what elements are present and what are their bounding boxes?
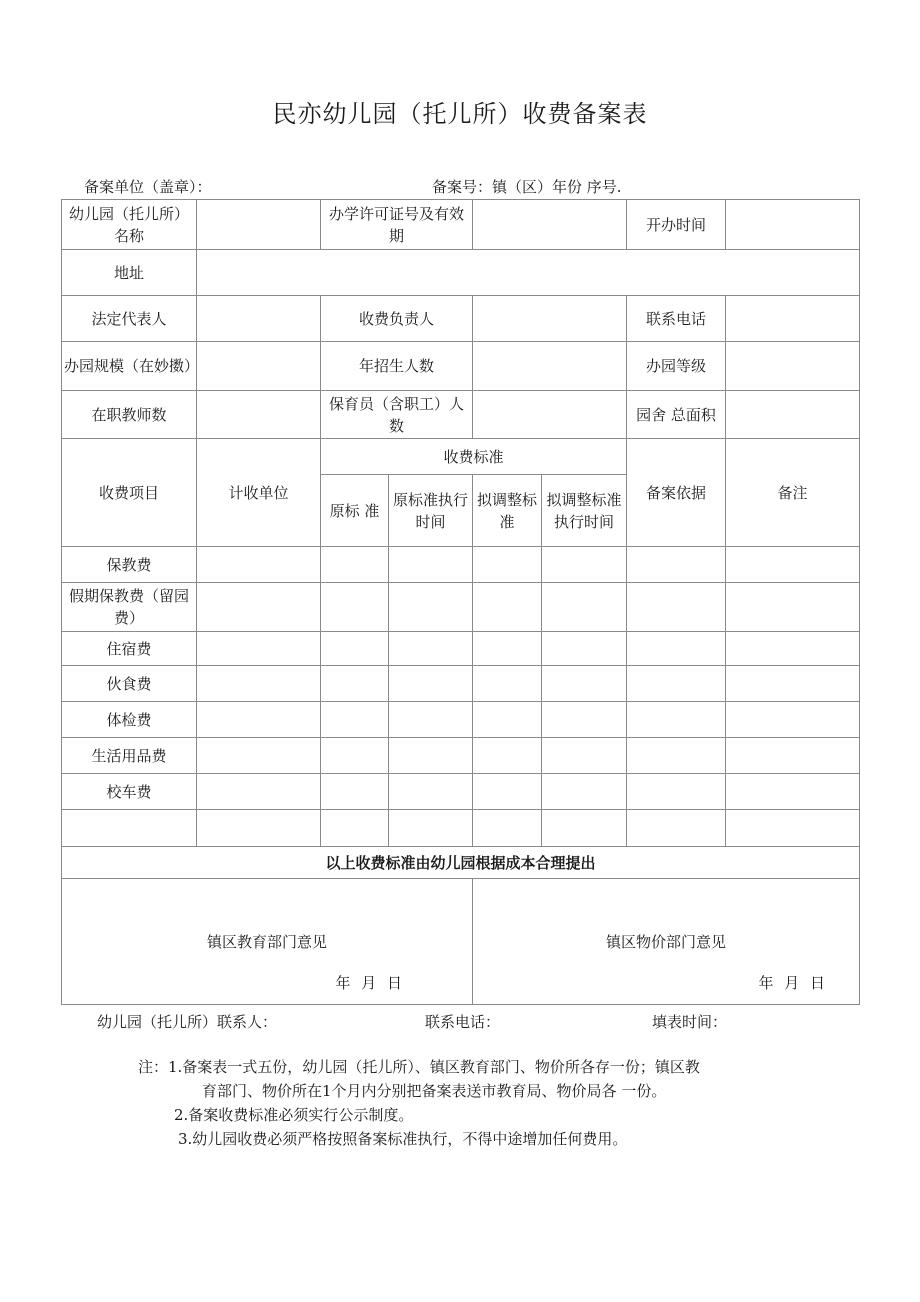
cell[interactable] [542,632,627,666]
contact-person-label: 幼儿园（托儿所）联系人： [97,1013,278,1031]
fee-row [62,632,860,666]
legal-rep-label: 法定代表人 [62,296,197,342]
cell[interactable] [473,810,542,847]
info-row [62,250,860,296]
cell[interactable] [627,583,726,632]
cell[interactable] [542,738,627,774]
open-date-field[interactable] [726,200,860,250]
cell[interactable] [473,702,542,738]
original-standard-header: 原标 准 [321,475,389,547]
staff-count-field[interactable] [473,391,627,439]
cell[interactable] [197,547,321,583]
opinion-row [62,879,860,1005]
cell[interactable] [473,583,542,632]
cell[interactable] [321,738,389,774]
annual-enrollment-field[interactable] [473,342,627,391]
fee-item-label[interactable] [62,810,197,847]
area-label: 园舍 总面积 [627,391,726,439]
fee-item-header: 收费项目 [62,439,197,547]
grade-label: 办园等级 [627,342,726,391]
cell[interactable] [389,738,473,774]
cell[interactable] [197,810,321,847]
grade-field[interactable] [726,342,860,391]
cell[interactable] [197,632,321,666]
fee-standard-header: 收费标准 [321,439,627,475]
fill-time-label: 填表时间： [652,1013,728,1031]
cell[interactable] [389,547,473,583]
kindergarten-name-field[interactable] [197,200,321,250]
cell[interactable] [389,810,473,847]
page-title: 民亦幼儿园（托儿所）收费备案表 [272,100,648,128]
contact-phone-label: 联系电话： [425,1013,501,1031]
info-row [62,296,860,342]
cell[interactable] [473,547,542,583]
education-opinion-cell[interactable] [62,879,473,1005]
fee-record-table [61,199,860,1005]
record-number-label: 备案号：镇（区）年份 序号. [432,178,622,196]
cell[interactable] [542,774,627,810]
fee-manager-field[interactable] [473,296,627,342]
notes [138,1055,858,1151]
annual-enrollment-label: 年招生人数 [321,342,473,391]
cell[interactable] [726,738,860,774]
filing-unit-label: 备案单位（盖章）： [84,178,212,196]
cell[interactable] [726,547,860,583]
note-2: 2.备案收费标准必须实行公示制度。 [174,1106,414,1124]
fee-item-label: 生活用品费 [62,738,197,774]
original-exec-time-header: 原标准执行时间 [389,475,473,547]
fee-row [62,666,860,702]
cell[interactable] [389,774,473,810]
cell[interactable] [321,547,389,583]
summary-row [62,847,860,879]
fee-header-row [62,439,860,475]
scale-field[interactable] [197,342,321,391]
cell[interactable] [542,810,627,847]
fee-unit-header: 计收单位 [197,439,321,547]
kindergarten-name-label: 幼儿园（托儿所）名称 [62,200,197,250]
cell[interactable] [321,632,389,666]
cell[interactable] [726,702,860,738]
legal-rep-field[interactable] [197,296,321,342]
remark-header: 备注 [726,439,860,547]
fee-item-label: 保教费 [62,547,197,583]
fee-item-label: 假期保教费（留园费） [62,583,197,632]
proposed-standard-header: 拟调整标准 [473,475,542,547]
cell[interactable] [389,702,473,738]
proposed-exec-time-header: 拟调整标准执行时间 [542,475,627,547]
fee-item-label: 住宿费 [62,632,197,666]
scale-label: 办园规模（在妙擞） [62,342,197,391]
cell[interactable] [627,810,726,847]
fee-item-label: 伙食费 [62,666,197,702]
cell[interactable] [473,774,542,810]
fee-row [62,810,860,847]
cell[interactable] [542,547,627,583]
price-opinion-label: 镇区物价部门意见 [606,932,727,951]
license-label: 办学许可证号及有效期 [321,200,473,250]
fee-manager-label: 收费负责人 [321,296,473,342]
cell[interactable] [473,738,542,774]
address-field[interactable] [197,250,860,296]
cell[interactable] [321,702,389,738]
fee-row [62,774,860,810]
cell[interactable] [726,774,860,810]
cell[interactable] [321,583,389,632]
cell[interactable] [321,774,389,810]
cell[interactable] [473,666,542,702]
basis-header: 备案依据 [627,439,726,547]
cell[interactable] [542,702,627,738]
teacher-count-label: 在职教师数 [62,391,197,439]
price-date: 年 月 日 [758,974,826,992]
info-row [62,200,860,250]
note-1-continued: 育部门、物价所在1个月内分别把备案表送市教育局、物价局各 一份。 [202,1082,667,1100]
fee-row [62,738,860,774]
fee-item-label: 校车费 [62,774,197,810]
cell[interactable] [197,702,321,738]
cell[interactable] [726,810,860,847]
cell[interactable] [627,632,726,666]
cell[interactable] [389,666,473,702]
open-date-label: 开办时间 [627,200,726,250]
license-field[interactable] [473,200,627,250]
fee-row [62,702,860,738]
cell[interactable] [389,583,473,632]
info-row [62,342,860,391]
cell[interactable] [197,738,321,774]
education-opinion-label: 镇区教育部门意见 [207,932,328,951]
cell[interactable] [627,738,726,774]
cell[interactable] [321,810,389,847]
cell[interactable] [726,666,860,702]
cell[interactable] [542,583,627,632]
cell[interactable] [321,666,389,702]
cell[interactable] [197,774,321,810]
cell[interactable] [389,632,473,666]
education-date: 年 月 日 [335,974,403,992]
info-row [62,391,860,439]
price-opinion-cell[interactable] [473,879,860,1005]
fee-row [62,583,860,632]
cell[interactable] [627,774,726,810]
note-1: 注：1.备案表一式五份，幼儿园（托儿所）、镇区教育部门、物价所各存一份；镇区教 [138,1058,700,1076]
area-field[interactable] [726,391,860,439]
phone-field[interactable] [726,296,860,342]
fee-item-label: 体检费 [62,702,197,738]
cell[interactable] [627,702,726,738]
cell[interactable] [627,547,726,583]
address-label: 地址 [62,250,197,296]
staff-count-label: 保育员（含职工）人数 [321,391,473,439]
summary-text: 以上收费标准由幼儿园根据成本合理提出 [62,847,860,879]
cell[interactable] [627,666,726,702]
cell[interactable] [197,666,321,702]
note-3: 3.幼儿园收费必须严格按照备案标准执行，不得中途增加任何费用。 [178,1130,628,1148]
cell[interactable] [726,632,860,666]
cell[interactable] [542,666,627,702]
cell[interactable] [726,583,860,632]
cell[interactable] [197,583,321,632]
fee-row [62,547,860,583]
cell[interactable] [473,632,542,666]
phone-label: 联系电话 [627,296,726,342]
teacher-count-field[interactable] [197,391,321,439]
